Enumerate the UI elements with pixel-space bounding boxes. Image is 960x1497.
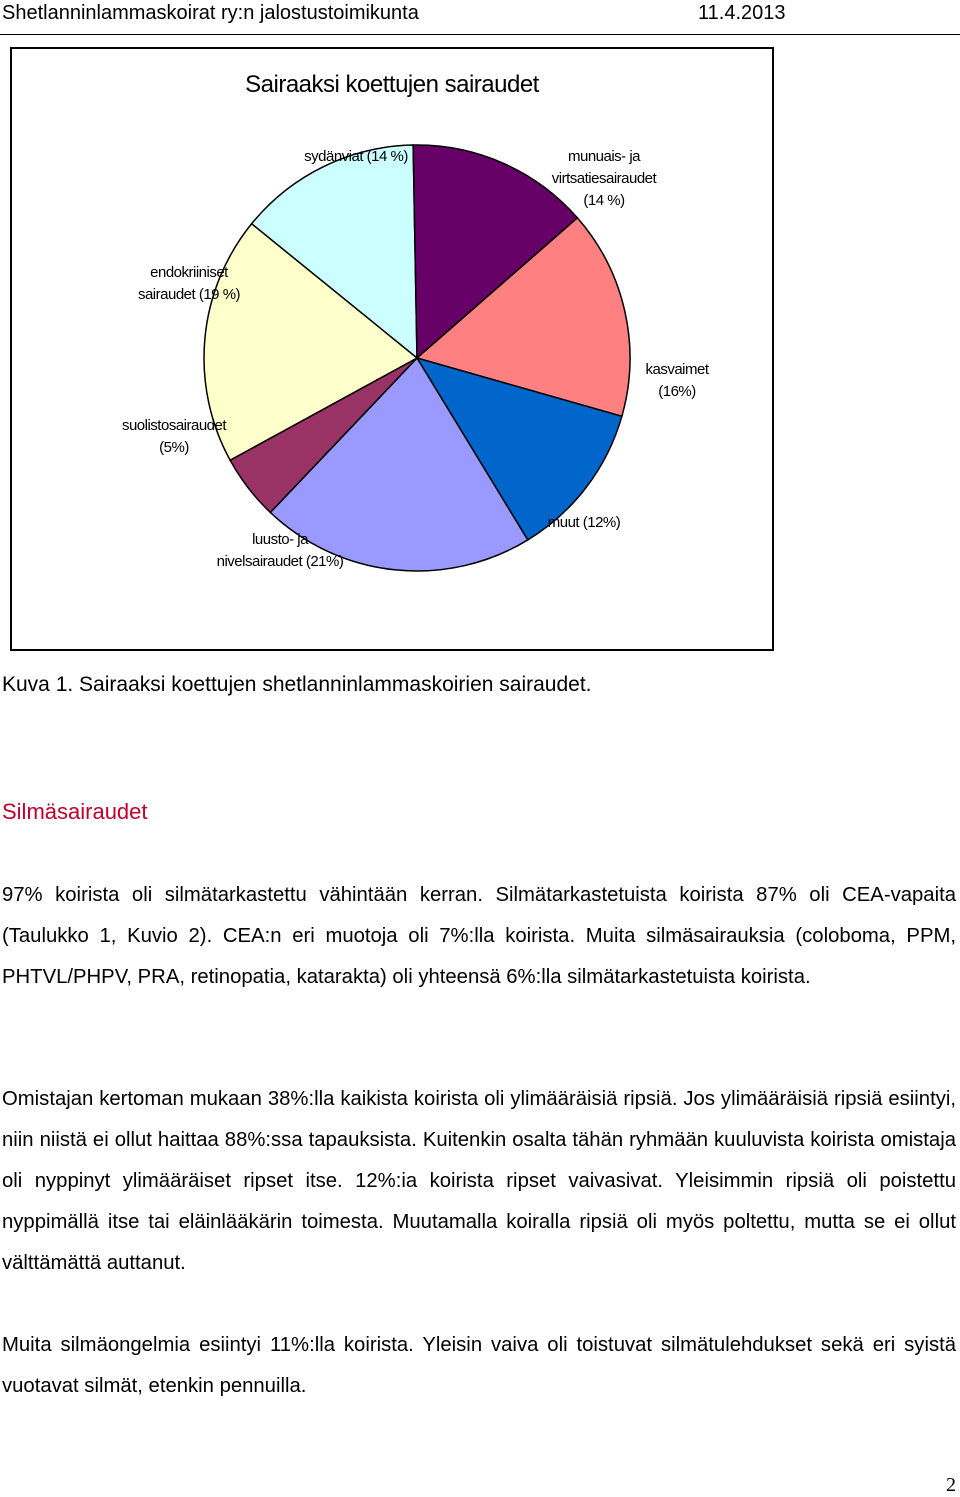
slice-label: sydänviat (14 %) [304, 148, 408, 165]
section-heading: Silmäsairaudet [2, 799, 148, 824]
chart-title: Sairaaksi koettujen sairaudet [245, 71, 539, 98]
slice-label: muut (12%) [547, 514, 621, 531]
paragraph: Omistajan kertoman mukaan 38%:lla kaikista koirista oli ylimääräisiä ripsiä. Jos ylimääräisiä ripsiä esiintyi, niin niistä ei ollut haittaa 88%:ssa tapauksista. Kuitenkin osalta tähän ryhmään kuuluvista koirista omistaja oli nyppinyt ylimääräiset ripset itse. 12%:ia koirista ripset vaivasivat. Yleisimmin ripsiä oli poistettu nyppimällä itse tai eläinlääkärin toimesta. Muutamalla koiralla ripsiä oli myös poltettu, mutta se ei ollut välttämättä auttanut. [2, 1088, 956, 1274]
slice-label: endokriiniset sairaudet (19 %) [137, 264, 241, 303]
slice-label: suolistosairaudet (5%) [121, 417, 227, 456]
pie-chart-figure [10, 47, 774, 651]
slice-label: kasvaimet (16%) [645, 361, 709, 400]
slice-label: munuais- ja virtsatiesairaudet (14 %) [551, 148, 657, 209]
header-divider [0, 34, 960, 35]
paragraph: Muita silmäongelmia esiintyi 11%:lla koirista. Yleisin vaiva oli toistuvat silmätulehdukset sekä eri syistä vuotavat silmät, etenkin pennuilla. [2, 1334, 956, 1397]
figure-caption: Kuva 1. Sairaaksi koettujen shetlanninlammaskoirien sairaudet. [2, 673, 592, 696]
pie-chart [12, 49, 772, 649]
page-number: 2 [946, 1474, 956, 1496]
header-organization: Shetlanninlammaskoirat ry:n jalostustoimikunta [2, 2, 419, 24]
paragraph: 97% koirista oli silmätarkastettu vähintään kerran. Silmätarkastetuista koirista 87% oli CEA-vapaita (Taulukko 1, Kuvio 2). CEA:n eri muotoja oli 7%:lla koirista. Muita silmäsairauksia (coloboma, PPM, PHTVL/PHPV, PRA, retinopatia, katarakta) oli yhteensä 6%:lla silmätarkastetuista koirista. [2, 884, 956, 988]
slice-label: luusto- ja nivelsairaudet (21%) [216, 531, 344, 570]
header-date: 11.4.2013 [698, 2, 786, 24]
